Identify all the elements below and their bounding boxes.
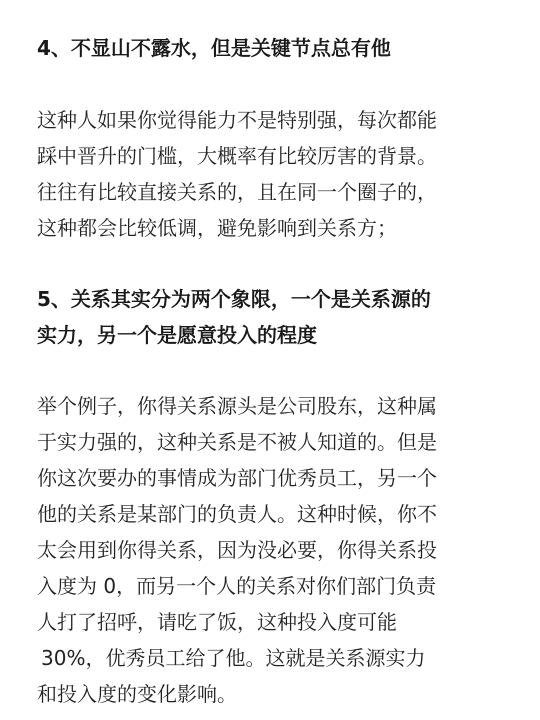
section-5-paragraph — [37, 388, 437, 712]
paragraph-line: 和投入度的变化影响。 — [37, 682, 237, 706]
paragraph-line: 举个例子，你得关系源头是公司股东，这种属 — [37, 394, 437, 418]
paragraph-line: 人打了招呼，请吃了饭，这种投入度可能 — [37, 610, 397, 634]
section-4-heading: 4、不显山不露水，但是关键节点总有他 — [37, 36, 391, 60]
paragraph-line: 太会用到你得关系，因为没必要，你得关系投 — [37, 538, 437, 562]
section-4-paragraph — [37, 102, 437, 246]
paragraph-line: 这种人如果你觉得能力不是特别强，每次都能 — [37, 108, 437, 132]
paragraph-line: 往往有比较直接关系的，且在同一个圈子的， — [37, 180, 437, 204]
paragraph-line: 入度为 0，而另一个人的关系对你们部门负责 — [37, 574, 437, 598]
paragraph-line: 这种都会比较低调，避免影响到关系方； — [37, 216, 397, 240]
paragraph-line: 踩中晋升的门槛，大概率有比较厉害的背景。 — [37, 144, 437, 168]
paragraph-line: 他的关系是某部门的负责人。这种时候，你不 — [37, 502, 437, 526]
section-5-heading — [37, 281, 431, 353]
heading-line: 5、关系其实分为两个象限，一个是关系源的 — [37, 287, 431, 311]
paragraph-line: 30%，优秀员工给了他。这就是关系源实力 — [41, 646, 426, 670]
heading-line: 实力，另一个是愿意投入的程度 — [37, 323, 317, 347]
paragraph-line: 于实力强的，这种关系是不被人知道的。但是 — [37, 430, 437, 454]
paragraph-line: 你这次要办的事情成为部门优秀员工，另一个 — [37, 466, 437, 490]
